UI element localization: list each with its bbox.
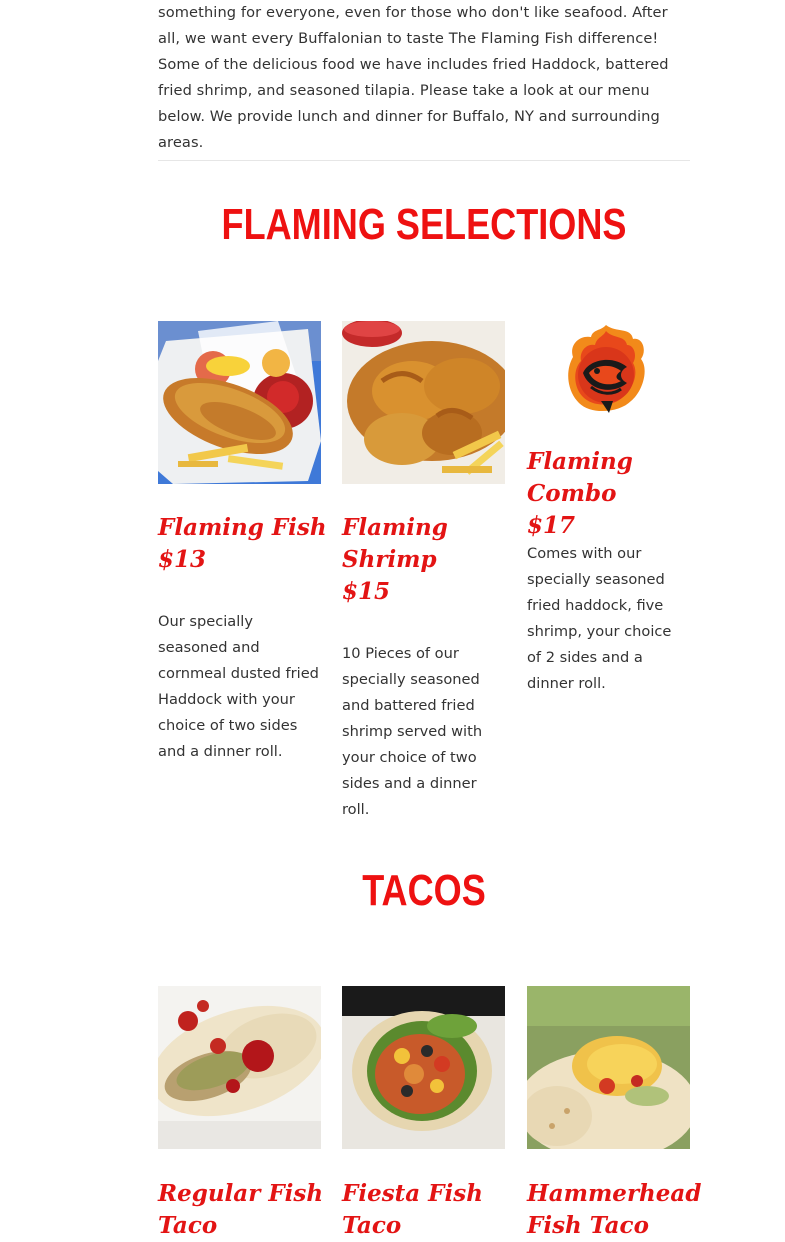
section-title-flaming-selections: FLAMING SELECTIONS <box>221 200 627 249</box>
description-flaming-combo: Comes with our specially seasoned fried haddock, five shrimp, your choice of 2 sides and a dinner roll. <box>527 545 672 692</box>
regular-fish-taco-photo <box>158 986 321 1149</box>
flaming-fish-photo <box>158 321 321 484</box>
price-flaming-combo: $17 <box>527 512 576 539</box>
flaming-combo-title <box>527 446 697 542</box>
price-flaming-fish: $13 <box>158 546 207 573</box>
hammerhead-fish-taco-title: Hammerhead Fish Taco <box>527 1180 702 1239</box>
intro-paragraph: something for everyone, even for those who don't like seafood. After all, we want every Buffalonian to taste The Flaming Fish difference! Some of the delicious food we have includes fried Haddock, battered fried shrimp, and seasoned tilapia. Please take a look at our menu below. We provide lunch and dinner for Buffalo, NY and surrounding areas. <box>158 4 669 151</box>
fiesta-fish-taco-title: Fiesta Fish Taco <box>342 1180 483 1239</box>
flaming-shrimp-title <box>342 512 512 608</box>
hammerhead-fish-taco-photo <box>527 986 690 1149</box>
description-flaming-fish: Our specially seasoned and cornmeal dusted fried Haddock with your choice of two sides and a dinner roll. <box>158 613 319 760</box>
section-divider <box>158 160 690 161</box>
section-title-tacos: TACOS <box>362 866 486 915</box>
item-name-flaming-combo: Flaming Combo <box>527 448 633 507</box>
price-flaming-shrimp: $15 <box>342 578 391 605</box>
regular-fish-taco-title: Regular Fish Taco <box>158 1180 324 1239</box>
flaming-shrimp-photo <box>342 321 505 484</box>
flaming-fish-title <box>158 512 328 576</box>
fiesta-fish-taco-photo <box>342 986 505 1149</box>
item-name-flaming-shrimp: Flaming Shrimp <box>342 514 448 573</box>
description-flaming-shrimp: 10 Pieces of our specially seasoned and battered fried shrimp served with your choice of two sides and a dinner roll. <box>342 645 483 818</box>
flaming-fish-logo <box>561 321 651 417</box>
item-name-flaming-fish: Flaming Fish <box>158 514 327 541</box>
